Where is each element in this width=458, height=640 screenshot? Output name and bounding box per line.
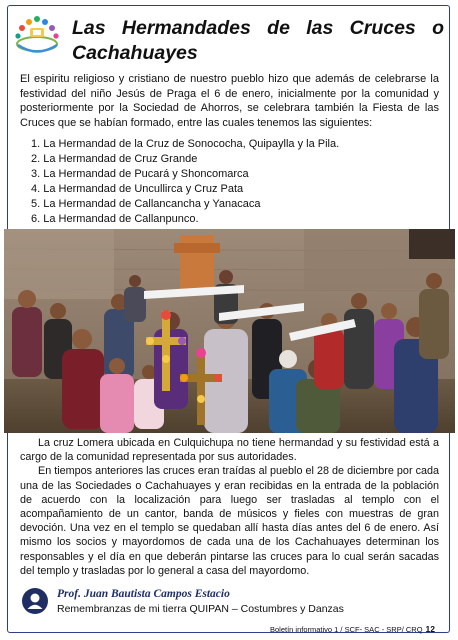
paragraph-lomera: La cruz Lomera ubicada en Culquichupa no tiene hermandad y su festividad está a cargo de la comunidad representada por sus autoridades. <box>20 437 439 464</box>
list-item: 4. La Hermandad de Uncullirca y Cruz Pata <box>31 183 244 196</box>
list-item: 6. La Hermandad de Callanpunco. <box>31 213 199 226</box>
list-item: 5. La Hermandad de Callancancha y Yanacaca <box>31 198 261 211</box>
procession-photo <box>4 229 455 433</box>
page-footer <box>270 624 435 635</box>
body-text <box>20 436 439 578</box>
intro-paragraph: El espiritu religioso y cristiano de nuestro pueblo hizo que además de celebrarse la festividad del niño Jesús de Praga el 6 de enero, inicialmente por la comunidad y posteriormente por la Sociedad de Ahorros, se celebrara también la Fiesta de las Cruces que se habían formado, entre las cuales tenemos las siguientes: <box>20 73 439 129</box>
title-line-2: Cachahuayes <box>72 42 198 64</box>
user-avatar-icon <box>22 588 48 614</box>
page-title <box>72 16 444 66</box>
people-circle-logo-icon <box>10 14 66 54</box>
list-item: 2. La Hermandad de Cruz Grande <box>31 153 198 166</box>
hermandades-list <box>31 137 431 228</box>
title-line-1: Las Hermandades de las Cruces o <box>72 17 444 39</box>
author-subtitle: Remembranzas de mi tierra QUIPAN – Costumbres y Danzas <box>57 603 344 615</box>
list-item: 1. La Hermandad de la Cruz de Sonococha, Quipaylla y la Pila. <box>31 138 340 150</box>
page-number: 12 <box>425 624 435 634</box>
footer-label: Boletín informativo 1 / SCF- SAC - SRP/ CRQ <box>269 625 423 634</box>
author-name: Prof. Juan Bautista Campos Estacio <box>57 588 230 600</box>
paragraph-tiempos: En tiempos anteriores las cruces eran traídas al pueblo el 28 de diciembre por cada una de las Sociedades o Cachahuayes y eran recibidas en la entrada de la población de acuerdo con la localización para luego ser trasladas al templo con el acompañamiento de un cantor, banda de músicos y fieles con muestras de gran devoción. Una vez en el templo se quedaban allí hasta días antes del 6 de enero. Así mismo los socios y mayordomos de cada una de los Cachahuayes determinan los responsables y el día en que deberán pintarse las cruces para lo cual serán sacadas del templo y trasladas por lo general a casa del mayordomo. <box>20 465 439 577</box>
list-item: 3. La Hermandad de Pucará y Shoncomarca <box>31 168 249 181</box>
